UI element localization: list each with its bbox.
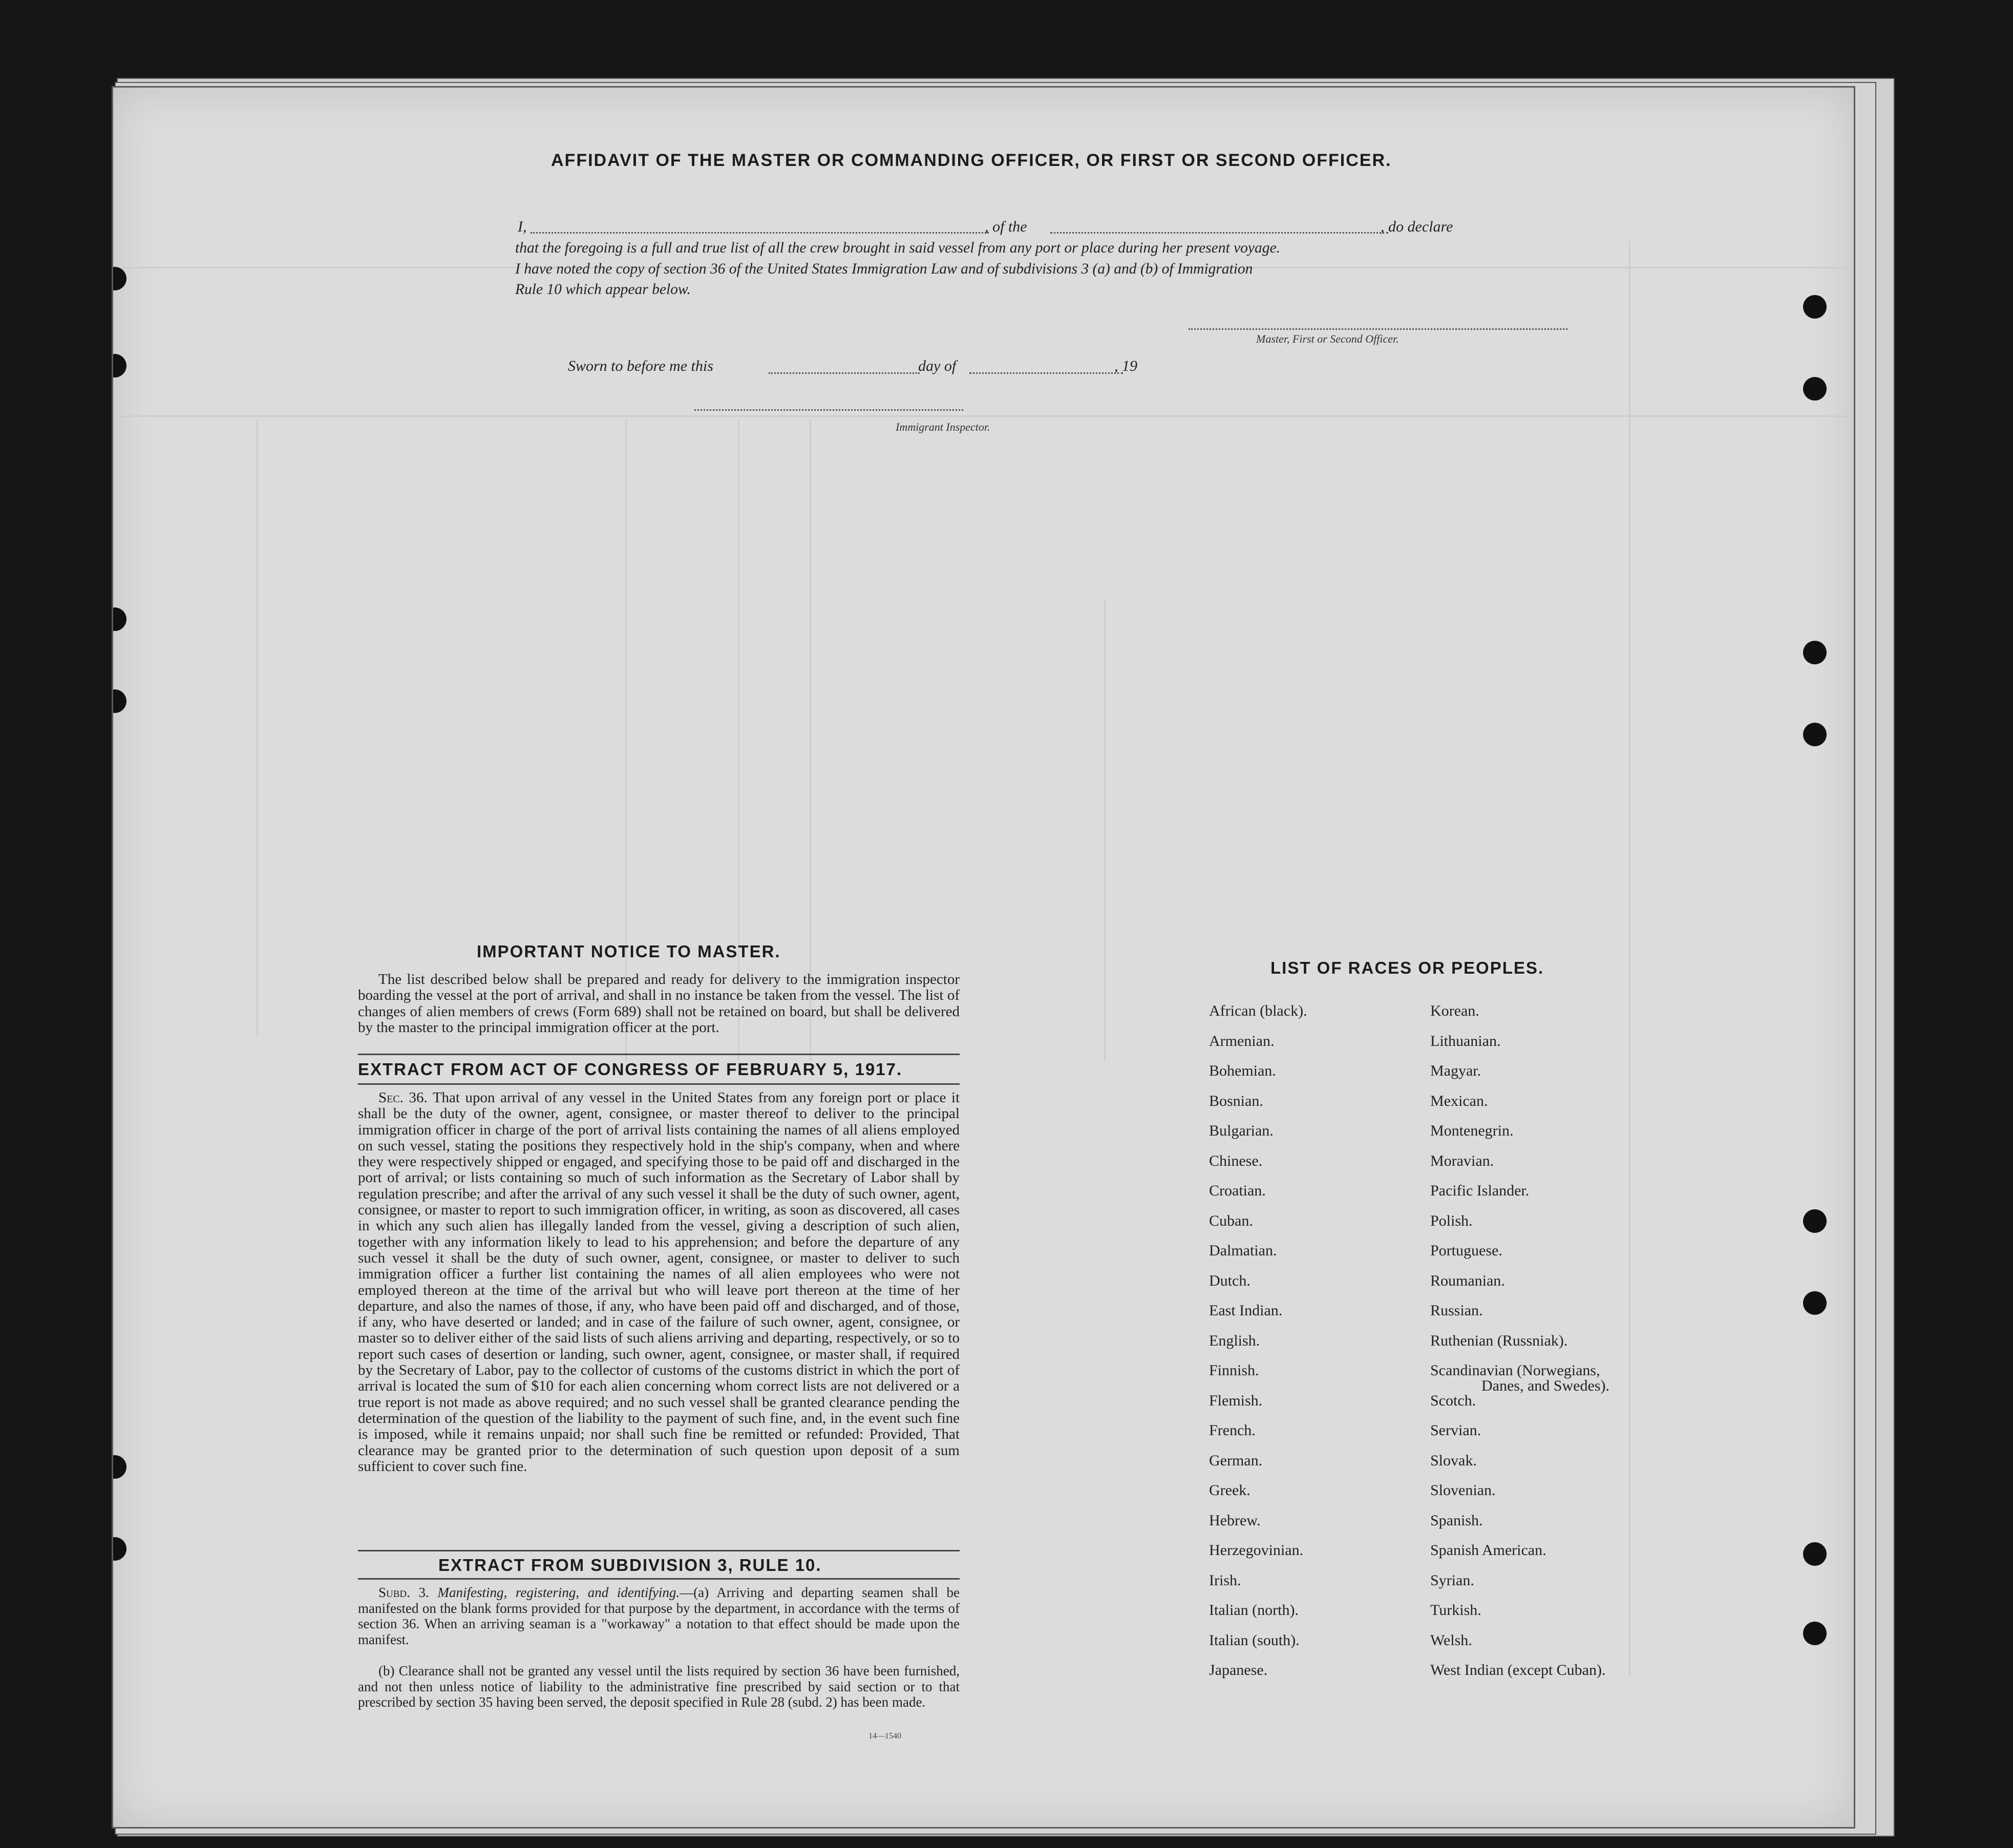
race-item: Magyar. (1430, 1062, 1481, 1079)
race-item: Bosnian. (1209, 1092, 1263, 1109)
race-item: Servian. (1430, 1422, 1481, 1439)
binder-hole-right (1803, 377, 1827, 401)
race-item: East Indian. (1209, 1302, 1283, 1319)
sworn-month-field[interactable] (969, 372, 1123, 374)
form-number: 14—1540 (868, 1732, 901, 1740)
binder-hole-right (1803, 1622, 1827, 1645)
section-divider (358, 1578, 960, 1580)
binder-hole-right (1803, 1209, 1827, 1233)
race-item: Irish. (1209, 1571, 1241, 1589)
sworn-day-of: day of (918, 358, 957, 374)
binder-hole-right (1803, 723, 1827, 746)
binder-hole-left (112, 267, 126, 290)
race-item: African (black). (1209, 1002, 1307, 1019)
race-item: French. (1209, 1422, 1256, 1439)
binder-hole-left (112, 689, 126, 713)
race-item: Dutch. (1209, 1272, 1251, 1289)
vessel-name-field[interactable] (1050, 232, 1388, 234)
extract-rule-text-b: (b) Clearance shall not be granted any vessel until the lists required by section 36 have been furnished, and not then unless notice of liability to the administrative fine prescribed by said section or to that prescribed by section 35 having been served, the deposit specified in Rule 28 (subd. 2) has been made. (358, 1663, 960, 1710)
race-item: Flemish. (1209, 1392, 1263, 1409)
bleed-through-rule (1629, 241, 1630, 1675)
binder-hole-left (112, 354, 126, 377)
race-item: Spanish. (1430, 1511, 1483, 1529)
section-divider (358, 1550, 960, 1551)
race-item: Dalmatian. (1209, 1242, 1277, 1259)
affidavit-declarant-prefix: I, (518, 218, 527, 235)
notice-text: The list described below shall be prepared and ready for delivery to the immigration inspector boarding the vessel at the port of arrival, and shall in no instance be taken from the vessel. The list of changes of alien members of crews (Form 689) shall not be retained on board, but shall be delivered by the master to the principal immigration officer at the port. (358, 971, 960, 1036)
sworn-year-prefix: , 19 (1114, 358, 1137, 374)
bleed-through-rule (625, 421, 627, 1061)
binder-hole-left (112, 1455, 126, 1479)
race-item: Turkish. (1430, 1602, 1481, 1619)
binder-hole-right (1803, 641, 1827, 664)
extract-act-title: EXTRACT FROM ACT OF CONGRESS OF FEBRUARY 5, 1917. (358, 1060, 903, 1079)
affidavit-declare-suffix: , do declare (1381, 218, 1453, 235)
extract-act-text (358, 1090, 960, 1475)
subdivision-label: Subd. 3. (378, 1585, 429, 1600)
race-item: Chinese. (1209, 1152, 1263, 1169)
race-item: Roumanian. (1430, 1272, 1505, 1289)
race-item: Korean. (1430, 1002, 1479, 1019)
affidavit-statement-line: I have noted the copy of section 36 of the United States Immigration Law and of subdivisions 3 (a) and (b) of Immigration (515, 261, 1253, 277)
document-page (112, 86, 1855, 1829)
affidavit-title: AFFIDAVIT OF THE MASTER OR COMMANDING OFFICER, OR FIRST OR SECOND OFFICER. (551, 151, 1392, 170)
race-item: Bulgarian. (1209, 1122, 1274, 1139)
affidavit-statement-line: Rule 10 which appear below. (515, 281, 691, 298)
binder-hole-right (1803, 295, 1827, 319)
section-divider (358, 1083, 960, 1085)
race-item: Slovenian. (1430, 1482, 1496, 1499)
bleed-through-rule (113, 415, 1855, 417)
race-item-continuation: Danes, and Swedes). (1481, 1377, 1609, 1394)
race-item: Welsh. (1430, 1631, 1472, 1649)
subdivision-text-a: —(a) Arriving and departing seamen shall be manifested on the blank forms provided for that purpose by the department, in accordance with the terms of section 36. When an arriving seaman is a "workaway" a notation to that effect should be made upon the manifest. (358, 1585, 960, 1647)
binder-hole-left (112, 1537, 126, 1561)
race-item: Pacific Islander. (1430, 1182, 1530, 1199)
race-item: Bohemian. (1209, 1062, 1276, 1079)
race-item: German. (1209, 1452, 1263, 1469)
subdivision-heading: Manifesting, registering, and identifying. (437, 1585, 680, 1600)
race-item-line: Scandinavian (Norwegians, (1430, 1362, 1600, 1379)
race-item: Croatian. (1209, 1182, 1266, 1199)
race-item: Japanese. (1209, 1662, 1268, 1678)
race-item: Mexican. (1430, 1092, 1488, 1109)
race-item: Lithuanian. (1430, 1032, 1501, 1049)
races-title: LIST OF RACES OR PEOPLES. (1270, 958, 1544, 977)
races-list-left (1209, 1003, 1307, 1693)
race-item: Hebrew. (1209, 1511, 1261, 1529)
race-item: Portuguese. (1430, 1242, 1502, 1259)
sworn-prefix: Sworn to before me this (568, 358, 713, 374)
notice-title: IMPORTANT NOTICE TO MASTER. (477, 942, 781, 961)
extract-rule-title: EXTRACT FROM SUBDIVISION 3, RULE 10. (438, 1556, 822, 1574)
race-item: Syrian. (1430, 1571, 1474, 1589)
races-list-right (1430, 1003, 1609, 1693)
race-item: Montenegrin. (1430, 1122, 1514, 1139)
section-36-text: That upon arrival of any vessel in the United States from any foreign port or place it shall be the duty of the owner, agent, consignee, or master thereof to deliver to the principal immigration officer in charge of the port of arrival lists containing the names of all aliens employed on such vessel, stating the positions they respectively hold in the ship's company, when and where they were respectively shipped or engaged, and specifying those to be paid off and discharged in the port of arrival; or lists containing so much of such information as the Secretary of Labor shall by regulation prescribe; and after the arrival of any such vessel it shall be the duty of such owner, agent, consignee, or master to report to such immigration officer, in writing, as soon as discovered, all cases in which any such alien has illegally landed from the vessel, giving a description of such alien, together with any information likely to lead to his apprehension; and before the departure of any such vessel it shall be the duty of such owner, agent, consignee, or master to deliver to such immigration officer a further list containing the names of all alien employees who were not employed thereon at the time of the arrival but who will leave port thereon at the time of her departure, and also the names of those, if any, who have been paid off and discharged, and of those, if any, who have deserted or landed; and in case of the failure of such owner, agent, consignee, or master so to deliver either of the said lists of such aliens arriving and departing, respectively, or so to report such cases of desertion or landing, such owner, agent, consignee, or master shall, if required by the Secretary of Labor, pay to the collector of customs of the customs district in which the port of arrival is located the sum of $10 for each alien concerning whom correct lists are not delivered or a true report is not made as above required; and no such vessel shall be granted clearance pending the determination of the question of the liability to the payment of such fine, and, in the event such fine is imposed, while it remains unpaid; nor shall such fine be remitted or refunded: Provided, That clearance may be granted prior to the determination of such question upon deposit of a sum sufficient to cover such fine. (358, 1089, 960, 1475)
race-item: Finnish. (1209, 1362, 1259, 1379)
inspector-signature-label: Immigrant Inspector. (896, 421, 990, 433)
race-item: Italian (north). (1209, 1602, 1299, 1619)
race-item: Cuban. (1209, 1212, 1253, 1229)
master-signature-field[interactable] (1189, 328, 1567, 330)
race-item: Polish. (1430, 1212, 1473, 1229)
binder-hole-right (1803, 1291, 1827, 1315)
section-label: Sec. 36. (378, 1089, 428, 1106)
race-item: Russian. (1430, 1302, 1483, 1319)
binder-hole-left (112, 607, 126, 631)
race-item: Moravian. (1430, 1152, 1494, 1169)
race-item: Italian (south). (1209, 1631, 1300, 1649)
master-signature-label: Master, First or Second Officer. (1256, 332, 1399, 345)
race-item: West Indian (except Cuban). (1430, 1662, 1606, 1678)
bleed-through-rule (257, 421, 258, 1035)
bleed-through-rule (738, 421, 739, 1061)
bleed-through-rule (810, 421, 811, 1061)
extract-rule-text-a (358, 1585, 960, 1647)
section-divider (358, 1054, 960, 1055)
race-item: Herzegovinian. (1209, 1542, 1304, 1559)
sworn-day-field[interactable] (769, 372, 920, 374)
declarant-name-field[interactable] (531, 232, 989, 234)
binder-hole-right (1803, 1542, 1827, 1566)
inspector-signature-field[interactable] (694, 409, 963, 411)
race-item: Spanish American. (1430, 1542, 1546, 1559)
affidavit-vessel-prefix: , of the (985, 218, 1027, 235)
race-item (1430, 1363, 1609, 1393)
race-item: English. (1209, 1332, 1260, 1349)
race-item: Scotch. (1430, 1392, 1476, 1409)
race-item: Ruthenian (Russniak). (1430, 1332, 1568, 1349)
race-item: Slovak. (1430, 1452, 1477, 1469)
race-item: Greek. (1209, 1482, 1251, 1499)
race-item: Armenian. (1209, 1032, 1275, 1049)
bleed-through-rule (1104, 600, 1106, 1061)
affidavit-statement-line: that the foregoing is a full and true list of all the crew brought in said vessel from any port or place during her present voyage. (515, 240, 1280, 256)
